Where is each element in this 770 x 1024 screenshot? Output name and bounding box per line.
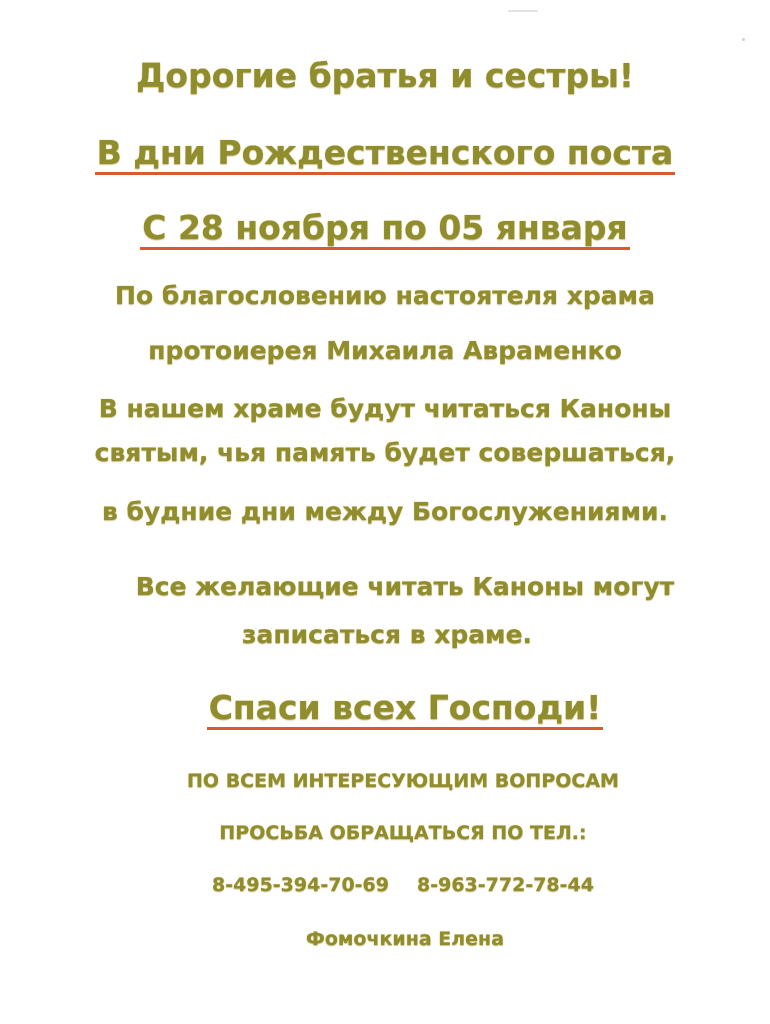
phones-line <box>18 874 770 896</box>
paper-speck <box>508 10 538 12</box>
period-title <box>0 133 770 175</box>
dates-line <box>0 208 770 250</box>
signup-text-1: Все желающие читать Каноны могут <box>135 572 675 601</box>
blessing-line-2 <box>0 336 770 365</box>
greeting-text: Дорогие братья и сестры! <box>136 56 634 95</box>
signup-text-2: записаться в храме. <box>241 620 533 649</box>
canons-line-1 <box>0 394 770 423</box>
closing-text: Спаси всех Господи! <box>207 691 604 730</box>
period-title-text: В дни Рождественского поста <box>95 136 676 175</box>
contact-text: ПРОСЬБА ОБРАЩАТЬСЯ ПО ТЕЛ.: <box>219 822 587 844</box>
contact-line <box>18 822 770 844</box>
contact-name-text: Фомочкина Елена <box>305 928 505 950</box>
blessing-text-2: протоиерея Михаила Авраменко <box>148 336 622 365</box>
signup-line-1 <box>20 572 770 601</box>
questions-line <box>18 770 770 792</box>
phone-number-2: 8-963-772-78-44 <box>417 874 594 896</box>
paper-speck <box>742 38 745 41</box>
canons-line-2 <box>0 438 770 467</box>
contact-name-line <box>20 928 770 950</box>
closing-line <box>20 688 770 730</box>
greeting-heading <box>0 56 770 95</box>
canons-line-3 <box>0 497 770 526</box>
phone-number-1: 8-495-394-70-69 <box>212 874 389 896</box>
questions-text: ПО ВСЕМ ИНТЕРЕСУЮЩИМ ВОПРОСАМ <box>187 770 619 792</box>
blessing-line-1 <box>0 281 770 310</box>
blessing-text-1: По благословению настоятеля храма <box>115 281 655 310</box>
dates-text: С 28 ноября по 05 января <box>140 211 629 250</box>
signup-line-2 <box>2 620 770 649</box>
canons-text-3: в будние дни между Богослужениями. <box>101 497 669 526</box>
canons-text-1: В нашем храме будут читаться Каноны <box>98 394 672 423</box>
canons-text-2: святым, чья память будет совершаться, <box>94 438 676 467</box>
